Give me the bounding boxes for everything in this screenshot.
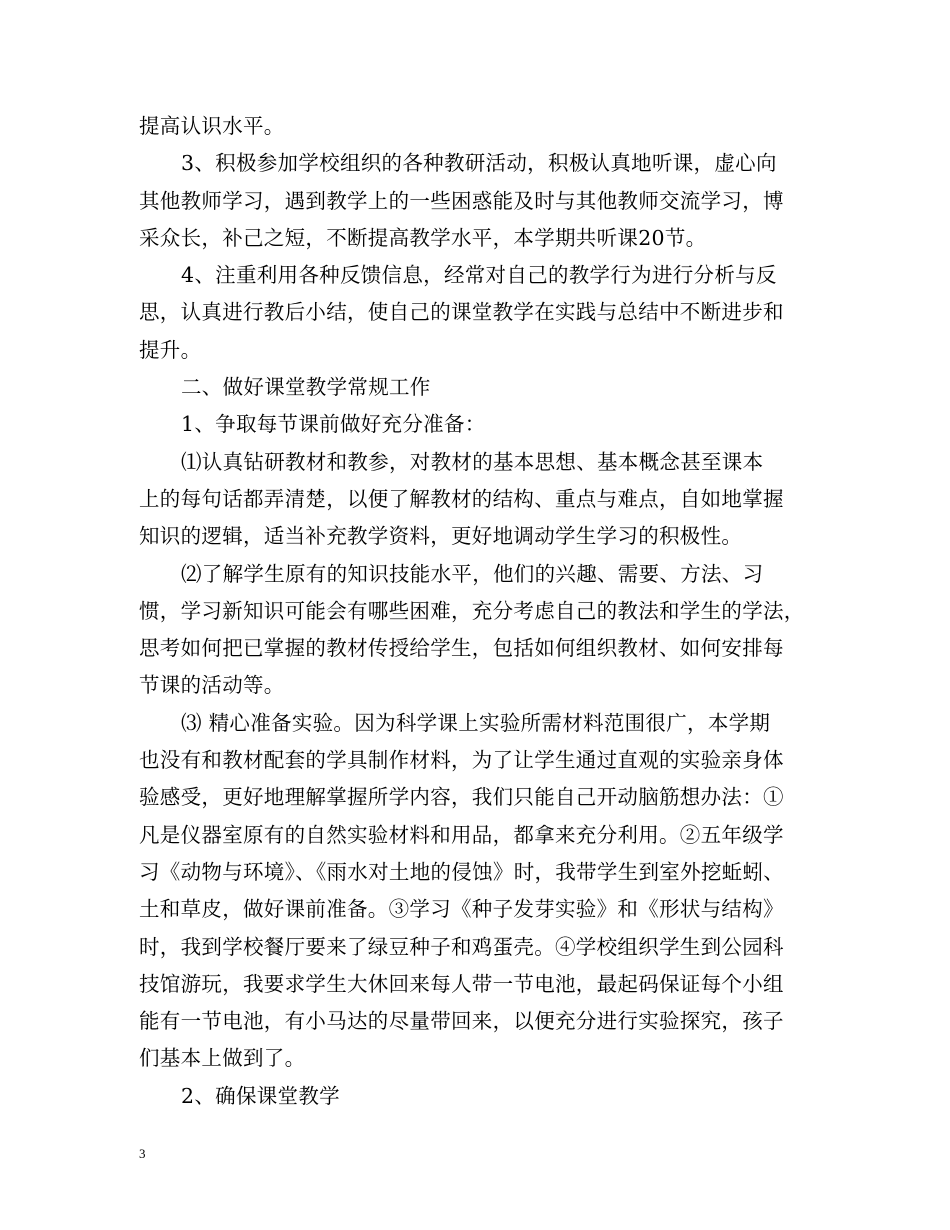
text-line: 4、注重利用各种反馈信息，经常对自己的教学行为进行分析与反 bbox=[181, 263, 777, 288]
text-line: 技馆游玩，我要求学生大休回来每人带一节电池，最起码保证每个小组 bbox=[139, 971, 784, 996]
text-line: 时，我到学校餐厅要来了绿豆种子和鸡蛋壳。④学校组织学生到公园科 bbox=[139, 934, 784, 959]
text-line: 上的每句话都弄清楚，以便了解教材的结构、重点与难点，自如地掌握 bbox=[139, 486, 784, 511]
text-line: 2、确保课堂教学 bbox=[181, 1083, 340, 1108]
text-line: ⑵了解学生原有的知识技能水平，他们的兴趣、需要、方法、习 bbox=[181, 561, 764, 586]
text-line: 其他教师学习，遇到教学上的一些困惑能及时与其他教师交流学习，博 bbox=[139, 188, 784, 213]
text-line: ⑴认真钻研教材和教参，对教材的基本思想、基本概念甚至课本 bbox=[181, 449, 764, 474]
text-line: 也没有和教材配套的学具制作材料，为了让学生通过直观的实验亲身体 bbox=[139, 748, 784, 773]
text-line: 节课的活动等。 bbox=[139, 673, 285, 698]
text-line: 采众长，补己之短，不断提高教学水平，本学期共听课20节。 bbox=[139, 225, 707, 250]
text-line: 二、做好课堂教学常规工作 bbox=[181, 375, 431, 400]
text-line: 凡是仪器室原有的自然实验材料和用品，都拿来充分利用。②五年级学 bbox=[139, 822, 784, 847]
text-line: 知识的逻辑，适当补充教学资料，更好地调动学生学习的积极性。 bbox=[139, 524, 743, 549]
page-number: 3 bbox=[139, 1146, 146, 1161]
text-line: 习《动物与环境》、《雨水对土地的侵蚀》时，我带学生到室外挖蚯蚓、 bbox=[139, 859, 785, 884]
text-line: 提升。 bbox=[139, 337, 202, 362]
text-line: 们基本上做到了。 bbox=[139, 1046, 306, 1071]
text-line: 思考如何把已掌握的教材传授给学生，包括如何组织教材、如何安排每 bbox=[139, 636, 784, 661]
text-line: 思，认真进行教后小结，使自己的课堂教学在实践与总结中不断进步和 bbox=[139, 300, 784, 325]
text-line: ⑶ 精心准备实验。因为科学课上实验所需材料范围很广，本学期 bbox=[181, 710, 771, 735]
body-text bbox=[139, 108, 819, 1115]
text-line: 提高认识水平。 bbox=[139, 114, 285, 138]
text-line: 1、争取每节课前做好充分准备： bbox=[181, 412, 486, 437]
text-line: 3、积极参加学校组织的各种教研活动，积极认真地听课，虚心向 bbox=[181, 151, 777, 176]
text-line: 惯，学习新知识可能会有哪些困难，充分考虑自己的教法和学生的学法， bbox=[139, 598, 805, 623]
text-line: 土和草皮，做好课前准备。③学习《种子发芽实验》和《形状与结构》 bbox=[139, 897, 784, 922]
text-line: 验感受，更好地理解掌握所学内容，我们只能自己开动脑筋想办法：① bbox=[139, 785, 784, 810]
text-line: 能有一节电池，有小马达的尽量带回来，以便充分进行实验探究，孩子 bbox=[139, 1009, 784, 1034]
